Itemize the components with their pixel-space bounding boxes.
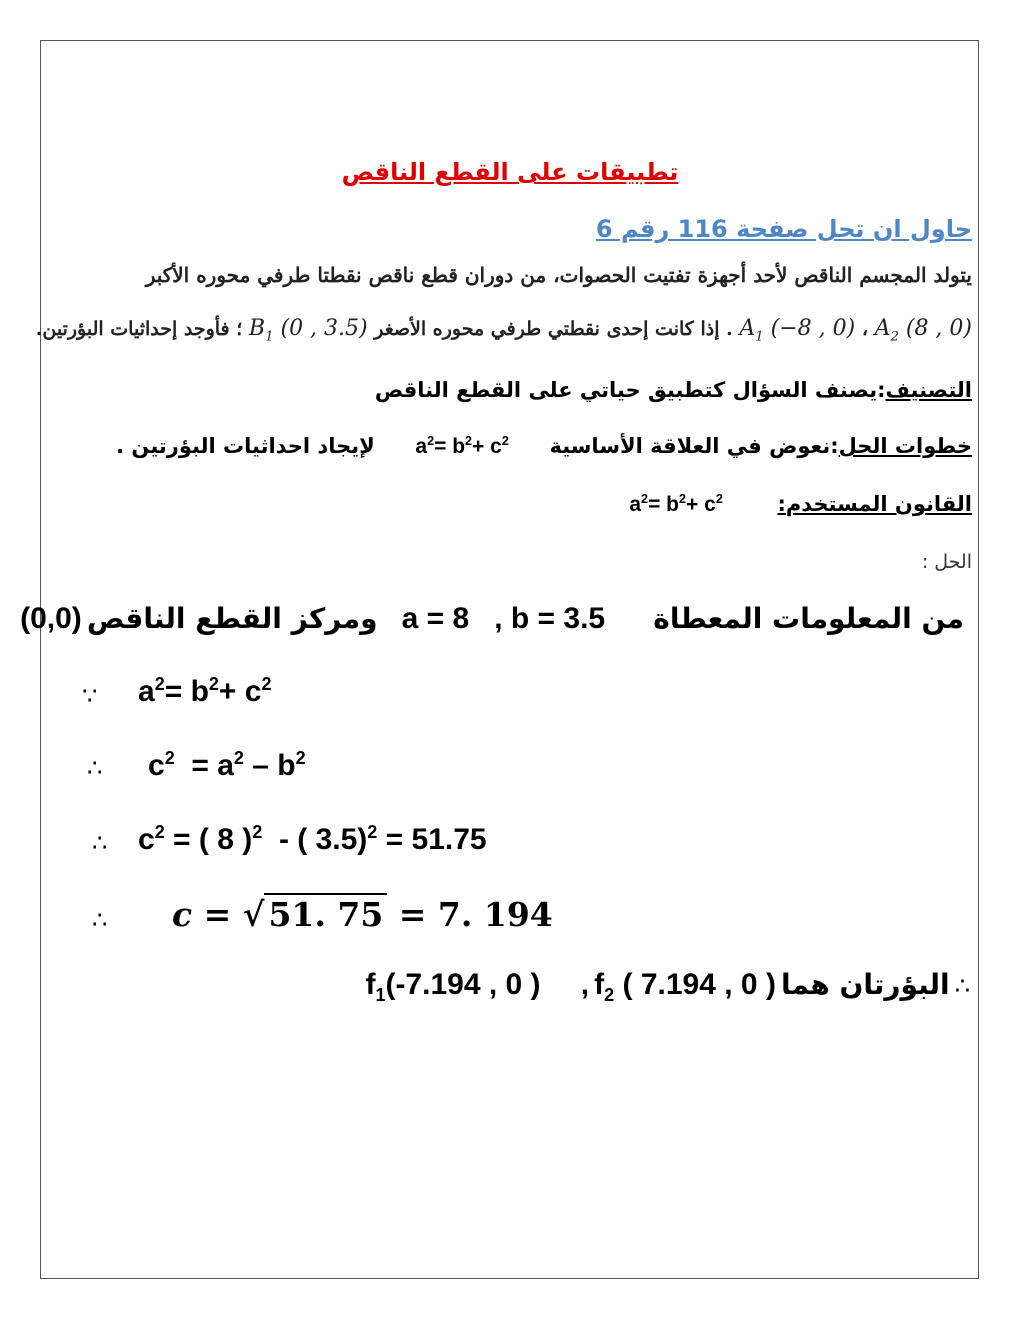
question-line-1: يتولد المجسم الناقص لأحد أجهزة تفتيت الحصوات، من دوران قطع ناقص نقطتا طرفي محوره الأكبر bbox=[145, 263, 972, 287]
classification-label: التصنيف bbox=[885, 378, 972, 402]
point-a2: $A_2$ (8 , 0) bbox=[874, 316, 972, 345]
focus-f1: $f_1(-7.194$ , 0 ) bbox=[365, 968, 541, 1005]
classification-row bbox=[375, 378, 972, 402]
therefore-symbol-2: ∴ bbox=[92, 829, 108, 857]
sqrt-radicand: 51. 75 bbox=[264, 893, 387, 934]
point-a1: $A_1$ (−8 , 0) bbox=[739, 316, 856, 345]
center-text: ومركز القطع الناقص bbox=[86, 602, 378, 635]
solution-steps-row bbox=[116, 434, 972, 459]
steps-relation: $a^2= b^2+ c^2$ bbox=[415, 434, 509, 458]
calculation-line: $c^2$ = ( 8 )$^2$ - ( 3.5)$^2$ = 51.75 bbox=[138, 822, 487, 856]
steps-text: :نعوض في العلاقة الأساسية bbox=[549, 434, 839, 458]
therefore-symbol-3: ∴ bbox=[92, 906, 108, 934]
c-squared-line: $c^2 = a^2 - b^2$ bbox=[148, 748, 306, 782]
page-title: تطبيقات على القطع الناقص bbox=[341, 158, 679, 186]
center-value: (0,0) bbox=[20, 602, 82, 635]
question-ask: ؛ فأوجد إحداثيات البؤرتين. bbox=[35, 318, 243, 340]
therefore-symbol-4: ∴ bbox=[954, 972, 970, 1000]
given-row bbox=[20, 602, 964, 636]
foci-row bbox=[365, 968, 970, 1006]
sqrt-sign: √ bbox=[242, 895, 265, 934]
because-symbol: ∵ bbox=[82, 682, 98, 710]
law-relation: $a^2= b^2+ c^2$ bbox=[629, 492, 723, 516]
exercise-reference: حاول ان تحل صفحة 116 رقم 6 bbox=[595, 215, 972, 243]
relation-line: $a^2= b^2+ c^2$ bbox=[138, 674, 272, 708]
given-values: a = 8 , b = 3.5 bbox=[401, 602, 606, 635]
sqrt-line: c = √ 51. 75 = 7. 194 bbox=[172, 895, 553, 934]
steps-purpose: لإيجاد احداثيات البؤرتين . bbox=[116, 434, 375, 458]
classification-text: :يصنف السؤال كتطبيق حياتي على القطع الناقص bbox=[374, 378, 886, 402]
foci-comma: , bbox=[580, 968, 590, 1001]
given-text: من المعلومات المعطاة bbox=[653, 602, 964, 635]
question-connector: . إذا كانت إحدى نقطتي طرفي محوره الأصغر bbox=[374, 318, 733, 340]
law-label: القانون المستخدم: bbox=[777, 492, 972, 516]
focus-f2: $f_2$ ( 7.194 , 0 ) bbox=[594, 968, 776, 1005]
solution-label: الحل : bbox=[921, 551, 972, 573]
steps-label: خطوات الحل bbox=[838, 434, 972, 458]
question-line-2: $A_2$ (8 , 0) ، $A_1$ (−8 , 0) . إذا كانت إحدى نقطتي طرفي محوره الأصغر $B_1$ (0 , 3.5) ؛ فأوجد إحداثيات البؤرتين. bbox=[35, 316, 972, 345]
therefore-symbol-1: ∴ bbox=[87, 754, 103, 782]
point-b1: $B_1$ (0 , 3.5) bbox=[248, 316, 368, 345]
foci-text: البؤرتان هما bbox=[781, 968, 950, 1001]
law-row bbox=[629, 492, 972, 517]
